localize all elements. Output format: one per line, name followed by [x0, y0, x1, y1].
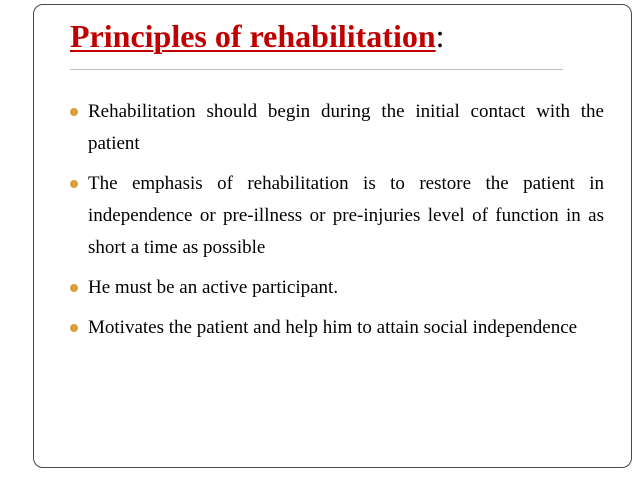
slide-title: [70, 12, 445, 60]
bullet-dot-icon: [70, 108, 78, 116]
bullet-item: [68, 168, 604, 264]
title-divider: [70, 69, 563, 70]
bullet-list: [68, 96, 604, 352]
bullet-dot-icon: [70, 324, 78, 332]
bullet-text: Rehabilitation should begin during the initial contact with the patient: [88, 101, 604, 154]
bullet-dot-icon: [70, 284, 78, 292]
bullet-text: The emphasis of rehabilitation is to restore the patient in independence or pre-illness or pre-injuries level of function in as short a time as possible: [88, 173, 604, 258]
slide-title-text: Principles of rehabilitation: [70, 18, 436, 54]
bullet-item: [68, 272, 604, 304]
slide-title-colon: :: [435, 18, 445, 54]
bullet-text: He must be an active participant.: [88, 277, 339, 298]
bullet-dot-icon: [70, 180, 78, 188]
bullet-item: [68, 312, 604, 344]
bullet-text: Motivates the patient and help him to attain social independence: [88, 317, 578, 338]
bullet-item: [68, 96, 604, 160]
